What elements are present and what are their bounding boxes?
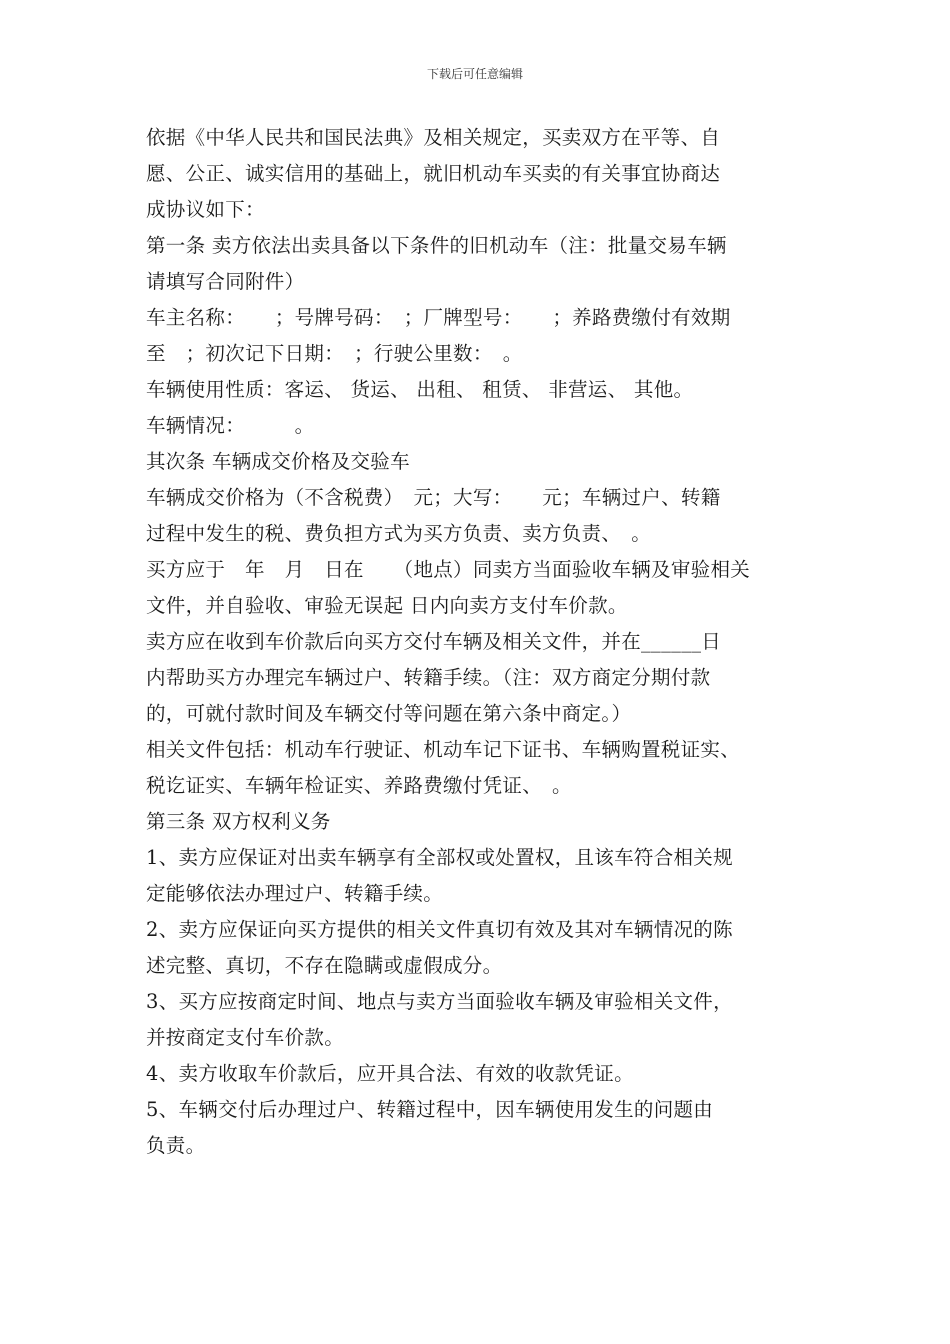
text-line: 3、买方应按商定时间、地点与卖方当面验收车辆及审验相关文件， <box>146 990 733 1013</box>
text-line: 文件，并自验收、审验无误起 日内向卖方支付车价款。 <box>146 594 628 617</box>
text-line: 车辆成交价格为（不含税费） 元；大写： 元；车辆过户、转籍 <box>146 486 721 509</box>
article-3-heading: 第三条 双方权利义务 <box>146 810 331 833</box>
text-line: 依据《中华人民共和国民法典》及相关规定，买卖双方在平等、自 <box>146 126 721 149</box>
article-1-heading: 第一条 卖方依法出卖具备以下条件的旧机动车（注：批量交易车辆 <box>146 234 727 257</box>
text-line: 愿、公正、诚实信用的基础上，就旧机动车买卖的有关事宜协商达 <box>146 162 721 185</box>
article-2-heading: 其次条 车辆成交价格及交验车 <box>146 450 410 473</box>
text-line: 内帮助买方办理完车辆过户、转籍手续。（注：双方商定分期付款 <box>146 666 711 689</box>
text-line: 2、卖方应保证向买方提供的相关文件真切有效及其对车辆情况的陈 <box>146 918 733 941</box>
text-line: 述完整、真切，不存在隐瞒或虚假成分。 <box>146 954 503 977</box>
text-line: 负责。 <box>146 1134 206 1157</box>
text-line: 相关文件包括：机动车行驶证、机动车记下证书、车辆购置税证实、 <box>146 738 741 761</box>
text-line: 5、车辆交付后办理过户、转籍过程中，因车辆使用发生的问题由 <box>146 1098 714 1121</box>
text-line: 定能够依法办理过户、转籍手续。 <box>146 882 444 905</box>
text-line: 的，可就付款时间及车辆交付等问题在第六条中商定。） <box>146 702 632 725</box>
text-line: 买方应于 年 月 日在 （地点）同卖方当面验收车辆及审验相关 <box>146 558 751 581</box>
contract-body <box>146 120 826 1164</box>
text-line: 成协议如下： <box>146 198 265 221</box>
text-line: 1、卖方应保证对出卖车辆享有全部权或处置权，且该车符合相关规 <box>146 846 733 869</box>
text-line: 请填写合同附件） <box>146 270 305 293</box>
page-header: 下载后可任意编辑 <box>426 67 523 81</box>
text-line: 并按商定支付车价款。 <box>146 1026 345 1049</box>
text-line: 车辆情况： 。 <box>146 414 315 437</box>
text-line: 车辆使用性质：客运、 货运、 出租、 租赁、 非营运、 其他。 <box>146 378 694 401</box>
text-line: 4、卖方收取车价款后，应开具合法、有效的收款凭证。 <box>146 1062 634 1085</box>
text-line: 过程中发生的税、费负担方式为买方负责、卖方负责、 。 <box>146 522 652 545</box>
text-line: 车主名称： ；号牌号码： ；厂牌型号： ；养路费缴付有效期 <box>146 306 731 329</box>
text-line: 卖方应在收到车价款后向买方交付车辆及相关文件，并在______日 <box>146 630 722 653</box>
text-line: 至 ；初次记下日期： ；行驶公里数： 。 <box>146 342 523 365</box>
text-line: 税讫证实、车辆年检证实、养路费缴付凭证、 。 <box>146 774 572 797</box>
